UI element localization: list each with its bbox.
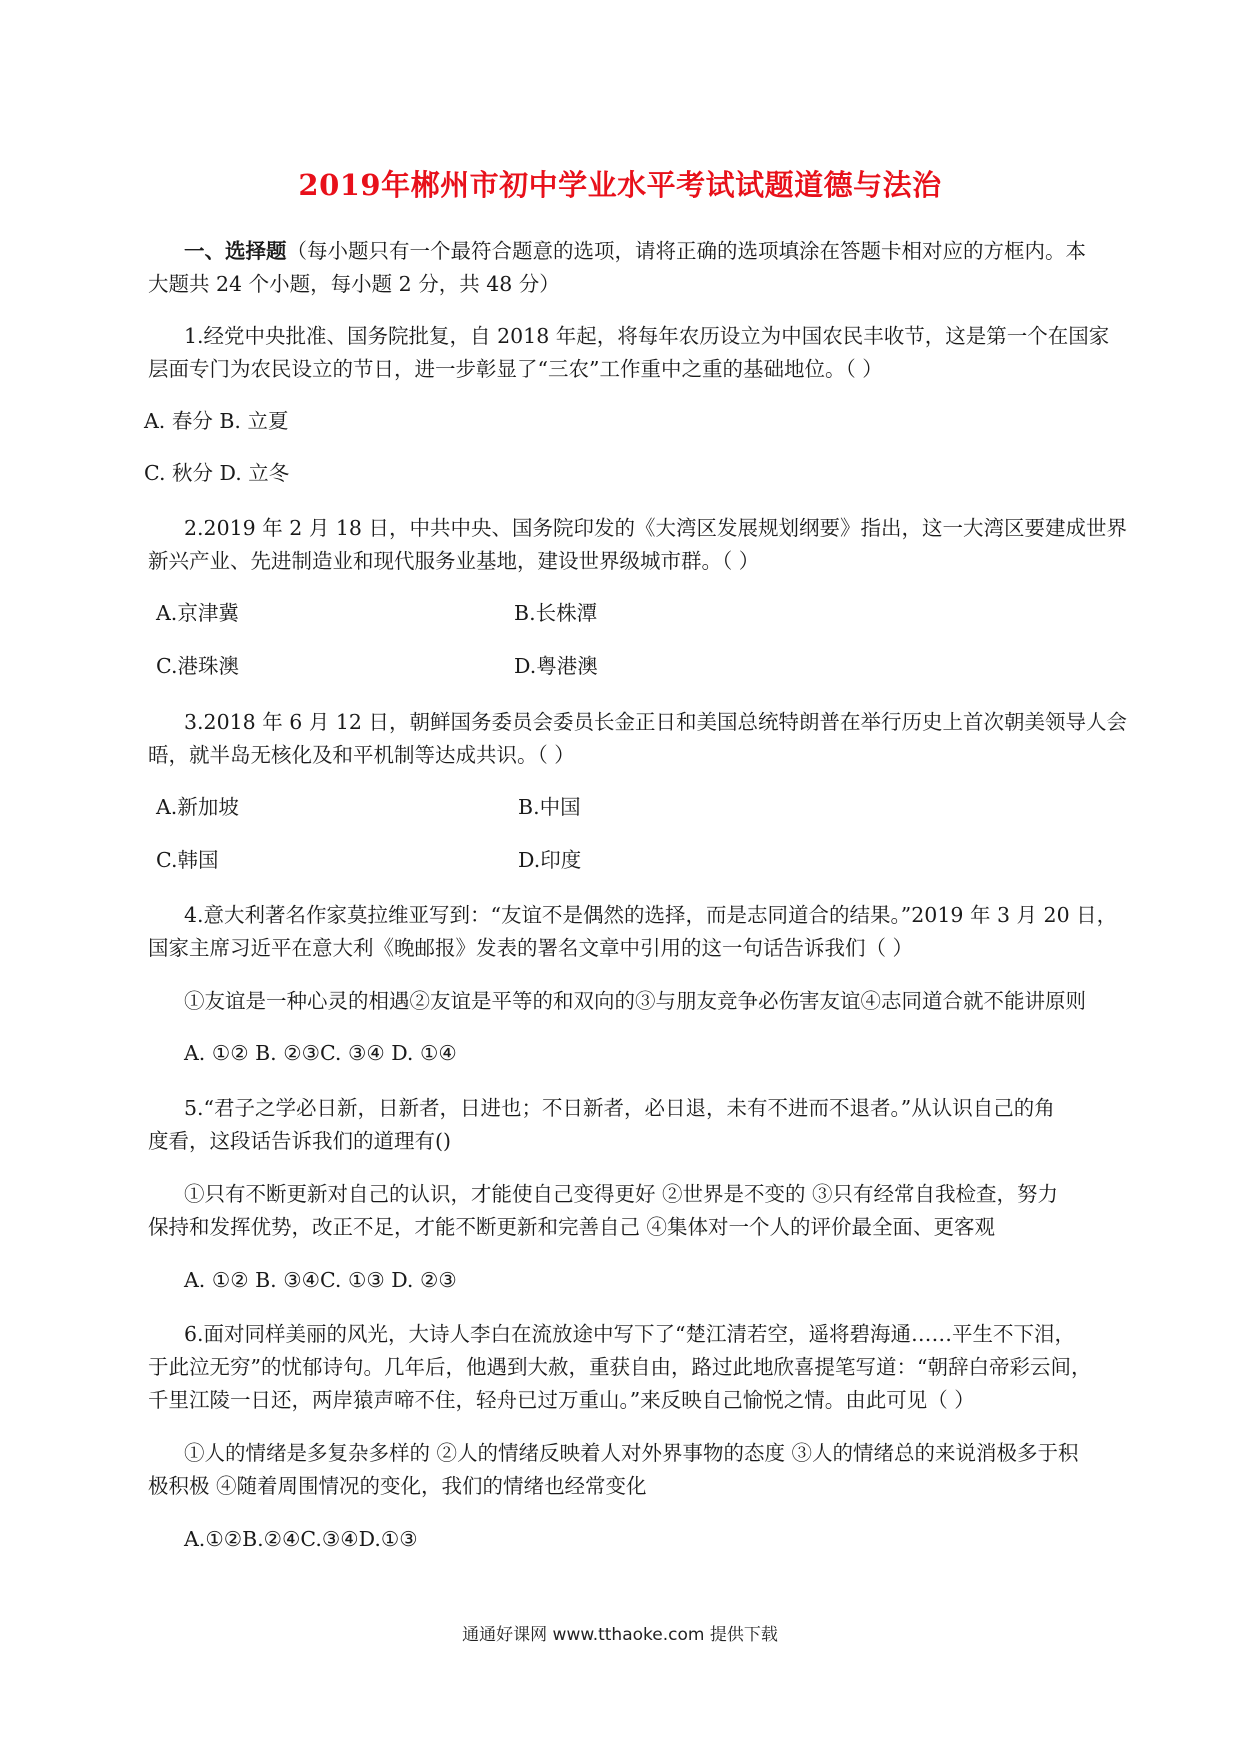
question-6-statements-line1: ①人的情绪是多复杂多样的 ②人的情绪反映着人对外界事物的态度 ③人的情绪总的来说消极多于积 <box>184 1441 1079 1465</box>
question-5-line2: 度看，这段话告诉我们的道理有() <box>148 1129 451 1153</box>
question-5-statements-line2: 保持和发挥优势，改正不足，才能不断更新和完善自己 ④集体对一个人的评价最全面、更客观 <box>148 1215 996 1239</box>
question-6-statements-line2: 极积极 ④随着周围情况的变化，我们的情绪也经常变化 <box>148 1474 647 1498</box>
question-6-line3: 千里江陵一日还，两岸猿声啼不住，轻舟已过万重山。”来反映自己愉悦之情。由此可见（ ） <box>148 1388 975 1412</box>
q3-option-b: B.中国 <box>518 795 581 819</box>
q2-option-c: C.港珠澳 <box>156 654 239 678</box>
question-2-line1: 2.2019 年 2 月 18 日，中共中央、国务院印发的《大湾区发展规划纲要》指出，这一大湾区要建成世界 <box>184 516 1127 540</box>
q3-option-c: C.韩国 <box>156 848 219 872</box>
question-6-line1: 6.面对同样美丽的风光，大诗人李白在流放途中写下了“楚江清若空，遥将碧海通……平生不下泪， <box>184 1322 1076 1346</box>
question-6-line2: 于此泣无穷”的忧郁诗句。几年后，他遇到大赦，重获自由，路过此地欣喜提笔写道：“朝辞白帝彩云间， <box>148 1355 1092 1379</box>
question-4-statements: ①友谊是一种心灵的相遇②友谊是平等的和双向的③与朋友竞争必伤害友谊④志同道合就不能讲原则 <box>184 989 1086 1013</box>
q2-option-b: B.长株潭 <box>514 601 598 625</box>
q2-option-a: A.京津冀 <box>156 601 239 625</box>
q3-option-d: D.印度 <box>518 848 582 872</box>
question-4-line2: 国家主席习近平在意大利《晚邮报》发表的署名文章中引用的这一句话告诉我们（ ） <box>148 936 914 960</box>
question-1-line1: 1.经党中央批准、国务院批复，自 2018 年起，将每年农历设立为中国农民丰收节，这是第一个在国家 <box>184 324 1110 348</box>
question-4-options: A. ①② B. ②③C. ③④ D. ①④ <box>184 1041 457 1065</box>
question-1-line2: 层面专门为农民设立的节日，进一步彰显了“三农”工作重中之重的基础地位。（ ） <box>148 357 883 381</box>
question-5-options: A. ①② B. ③④C. ①③ D. ②③ <box>184 1268 457 1292</box>
question-4-line1: 4.意大利著名作家莫拉维亚写到：“友谊不是偶然的选择，而是志同道合的结果。”2019 年 3 月 20 日， <box>184 903 1118 927</box>
question-1-options-ab: A. 春分 B. 立夏 <box>144 409 289 433</box>
page-title: 2019年郴州市初中学业水平考试试题道德与法治 <box>298 168 942 202</box>
question-6-options: A.①②B.②④C.③④D.①③ <box>184 1527 418 1551</box>
question-5-statements-line1: ①只有不断更新对自己的认识，才能使自己变得更好 ②世界是不变的 ③只有经常自我检查，努力 <box>184 1182 1059 1206</box>
question-2-line2: 新兴产业、先进制造业和现代服务业基地，建设世界级城市群。（ ） <box>148 549 760 573</box>
question-3-line2: 晤，就半岛无核化及和平机制等达成共识。（ ） <box>148 743 575 767</box>
footer-source-note: 通通好课网 www.tthaoke.com 提供下载 <box>462 1625 778 1645</box>
question-3-line1: 3.2018 年 6 月 12 日，朝鲜国务委员会委员长金正日和美国总统特朗普在举行历史上首次朝美领导人会 <box>184 710 1127 734</box>
question-5-line1: 5.“君子之学必日新，日新者，日进也；不日新者，必日退，未有不进而不退者。”从认识自己的角 <box>184 1096 1055 1120</box>
section-heading: 一、选择题 <box>184 239 287 263</box>
section-instructions-line2: 大题共 24 个小题，每小题 2 分，共 48 分） <box>148 272 560 296</box>
section-instructions-line1 <box>184 235 1130 267</box>
section-instructions: （每小题只有一个最符合题意的选项，请将正确的选项填涂在答题卡相对应的方框内。本 <box>286 239 1086 263</box>
q3-option-a: A.新加坡 <box>156 795 239 819</box>
q2-option-d: D.粤港澳 <box>514 654 598 678</box>
question-1-options-cd: C. 秋分 D. 立冬 <box>144 461 290 485</box>
